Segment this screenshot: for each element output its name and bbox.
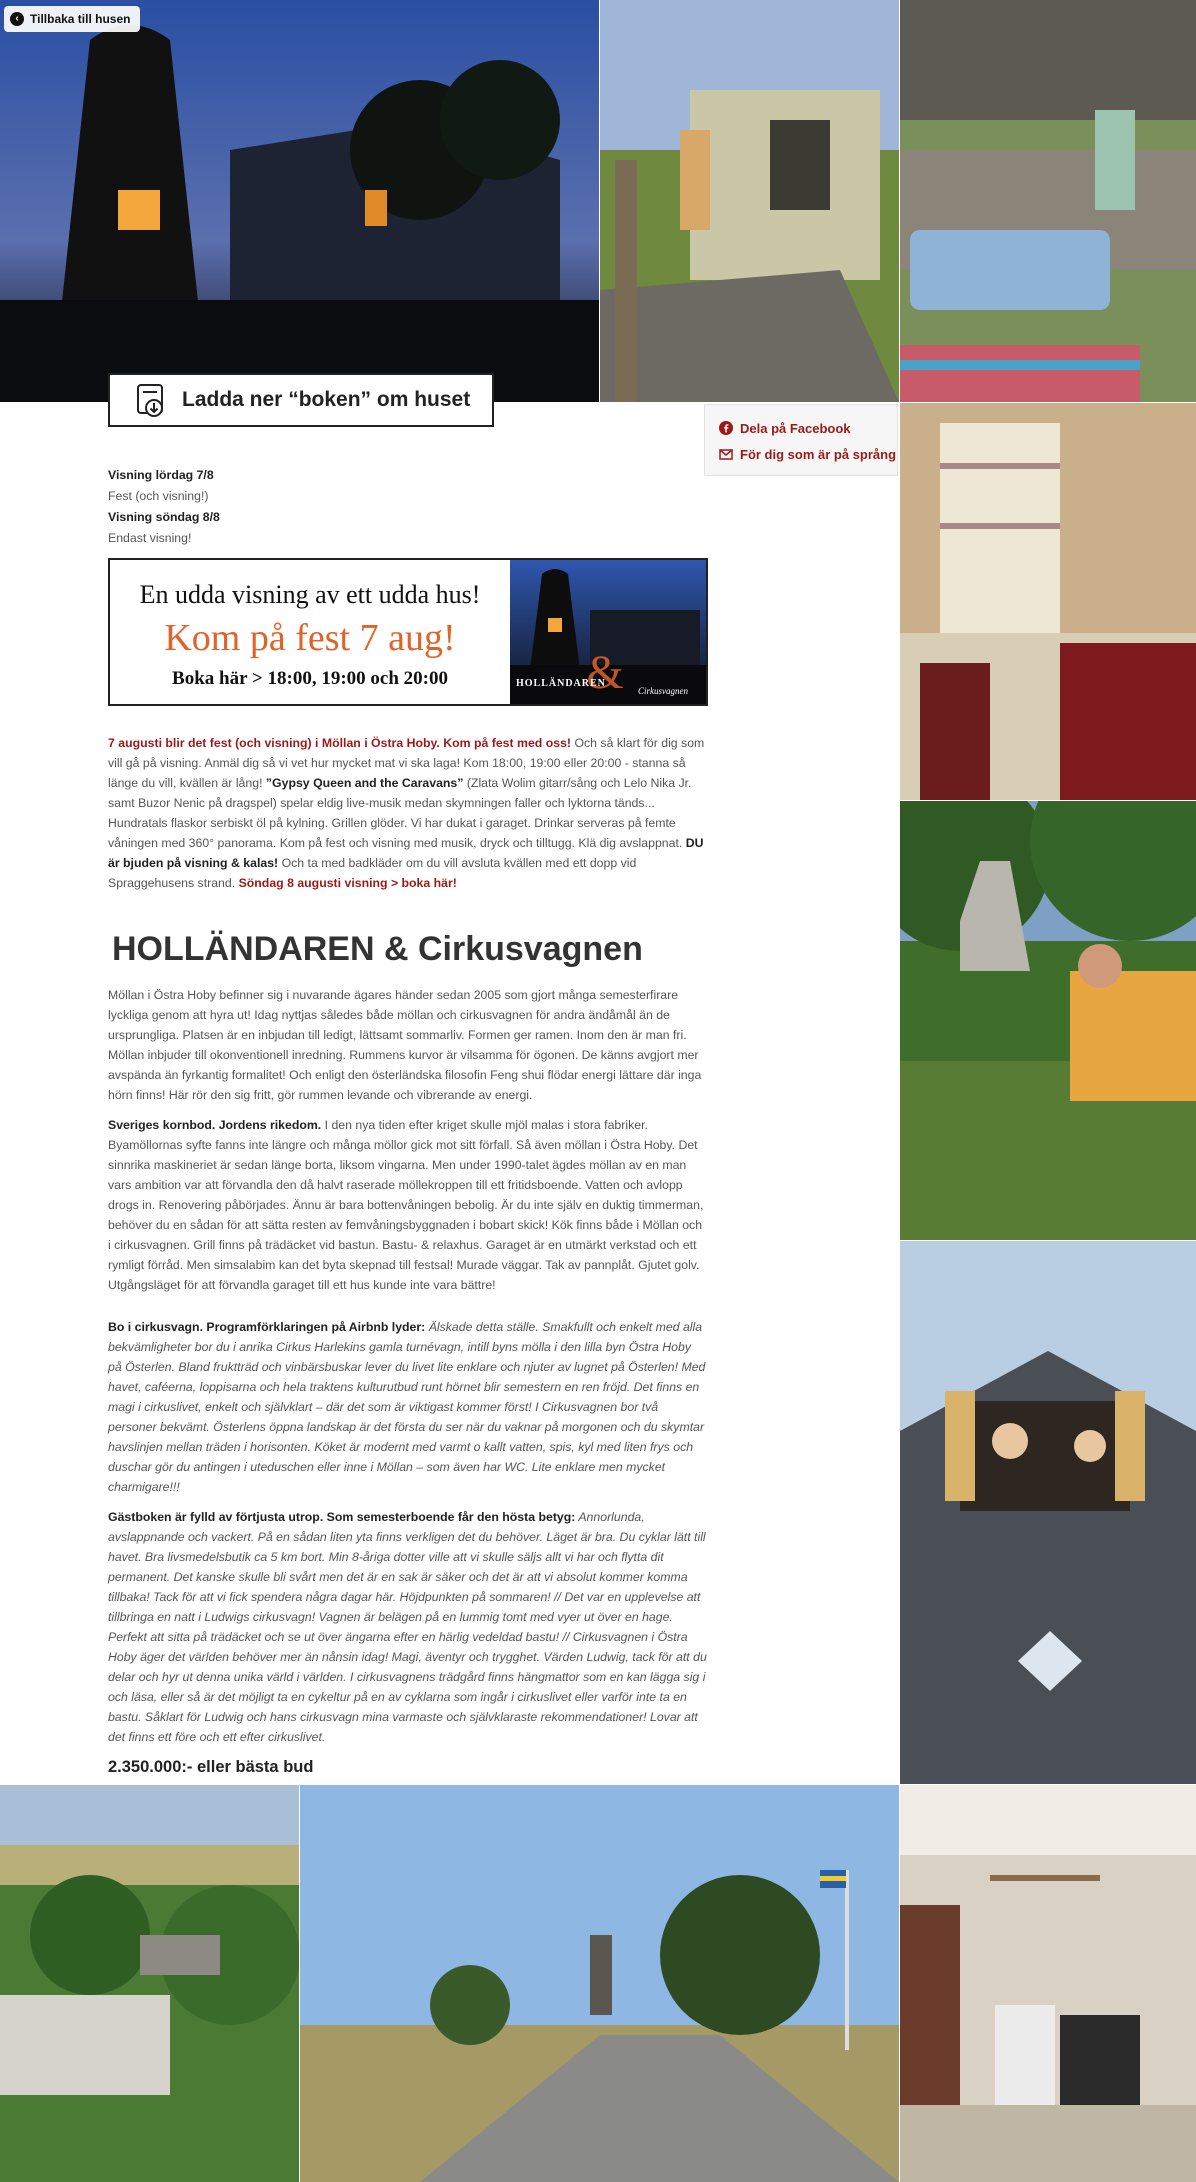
sunday-booking-link[interactable]: Söndag 8 augusti visning > boka här! <box>238 876 457 890</box>
mail-tip-icon <box>719 447 733 461</box>
banner-logo-text: HOLLÄNDAREN <box>516 678 606 689</box>
back-button-label: Tillbaka till husen <box>30 12 131 26</box>
description-paragraph-1: Möllan i Östra Hoby befinner sig i nuvarande ägares händer sedan 2005 som gjort många semesterfirare lyckliga genom att hyra ut! Idag nyttjas således både möllan och cirkusvagnen för andra ändåmål än de ursprungliga. Platsen är en inbjudan till ledigt, lättsamt sommarliv. Formen ger ramen. Inom den är man fri. Möllan inbjuder till okonventionell inredning. Rummens kurvor är vilsamma för ögonen. De känns avgjort mer avspända än fyrkantig formalitet! Och enligt den österländska filosofin Feng shui flödar energi lättare där inga hörn finns! Här rör den sig fritt, gör rummen levande och vibrerande av energi. <box>108 988 702 1102</box>
download-book-label: Ladda ner “boken” om huset <box>182 388 471 411</box>
intro-band-name: ”Gypsy Queen and the Caravans” <box>265 776 464 790</box>
intro-text-2: (Zlata Wolim gitarr/sång och Lelo Nika Jr. samt Buzor Nenic på dragspel) spelar eldig live-musik medan skymningen faller och lyktorna tänds... Hundratals flaskor serbiskt öl på kylning. Grillen glöder. Vi har dukat i garaget. Drinkar serveras på femte våningen med 360° panorama. Kom på fest och visning med musik, dryck och tilltugg. Klä dig avslappnat. <box>108 776 692 850</box>
banner-logo-sub: Cirkusvagnen <box>638 686 688 696</box>
description-paragraph-2 <box>108 1115 708 1295</box>
banner-party-title: Kom på fest 7 aug! <box>164 617 456 659</box>
intro-lead: 7 augusti blir det fest (och visning) i Möllan i Östra Hoby. Kom på fest med oss! <box>108 736 572 750</box>
share-tip-link[interactable] <box>719 441 897 467</box>
back-to-houses-button[interactable] <box>4 6 140 32</box>
viewing-schedule <box>108 465 708 549</box>
viewing-note-2: Endast visning! <box>108 531 192 545</box>
main-description <box>108 985 708 1777</box>
arrow-left-icon: ‹ <box>10 12 24 26</box>
download-book-button[interactable] <box>108 373 494 427</box>
intro-text-3: Och ta med badkläder om du vill avsluta kvällen med ett dopp vid Spraggehusens strand. <box>108 856 637 890</box>
share-tip-label: För dig som är på språng <box>740 446 897 462</box>
intro-paragraph <box>108 733 708 893</box>
page-title: HOLLÄNDAREN & Cirkusvagnen <box>112 930 643 968</box>
paragraph-4-text: Annorlunda, avslappnande och vackert. På en sådan liten yta finns verkligen det du behöver. Läget är bra. Du cyklar lätt till havet. Bra livsmedelsbutik ca 5 km bort. Min 8-åriga dotter ville att vi skulle säljs allt vi har och flytta dit permanent. Det kanske skulle bli svårt men det är en sak är säker och det är att vi absolut kommer komma tillbaka! Tack för att vi fick spendera några dagar här. Höjdpunkten på sommaren! // Det var en upplevelse att tillbringa en natt i Ludwigs cirkusvagn! Vagnen är belägen på en lummig tomt med vyer ut över en hage. Perfekt att sitta på trädäcket och se ut över ängarna efter en härlig vedeldad bastu! // Cirkusvagnen i Östra Hoby äger det världen behöver mer än nånsin idag! Magi, äventyr och trygghet. Värden Ludwig, tack för att du delar och hyr ut denna unika värld i världen. I cirkusvagnens trädgård finns hängmattor som en kan lägga sig i och läsa, eller så är det möjligt ta en cykeltur på en av cyklarna som ingår i cirkuslivet eller varför inte ta en bastu. Såklart för Ludwig och hans cirkusvagn mina varmaste och självklaraste rekommendationer! Lovar att det finns ett före och ett efter cirkuslivet. <box>108 1510 707 1744</box>
paragraph-3-lead: Bo i cirkusvagn. Programförklaringen på Airbnb lyder: <box>108 1320 426 1334</box>
paragraph-2-lead: Sveriges kornbod. Jordens rikedom. <box>108 1118 322 1132</box>
photo-wagon-interior <box>900 1785 1196 2182</box>
photo-aerial-view <box>0 1785 299 2182</box>
paragraph-3-text: Älskade detta ställe. Smakfullt och enkelt med alla bekvämligheter bor du i anrika Cirkus Harlekins gamla turnévagn, intill byns mölla i den lilla byn Östra Hoby på Österlen. Bland fruktträd och vinbärsbuskar lever du livet lite enklare och njuter av lugnet på Österlen! Med havet, caféerna, loppisarna och hela traktens kulturutbud runt hörnet blir semestern en ren fröjd. Det finns en magi i cirkuslivet, enkelt och självklart – där det som är viktigast kommer först! I Cirkusvagnen bor två personer bekvämt. Österlens öppna landskap är det första du ser när du vaknar på morgonen och du skymtar havslinjen mellan träden i horisonten. Köket är modernt med varmt o kallt vatten, spis, kyl med liten frys och duschar gör du antingen i uteduschen eller inne i Möllan – som även har WC. Lite enklare men mycket charmigare!!! <box>108 1320 706 1494</box>
intro-invited: DU är bjuden på visning & kalas! <box>108 836 704 870</box>
banner-booking-times: Boka här > 18:00, 19:00 och 20:00 <box>172 668 448 689</box>
banner-logo-image <box>510 560 706 704</box>
description-paragraph-3 <box>108 1317 708 1497</box>
paragraph-4-lead: Gästboken är fylld av förtjusta utrop. Som semesterboende får den hösta betyg: <box>108 1510 576 1524</box>
share-facebook-label: Dela på Facebook <box>740 420 851 436</box>
viewing-note-1: Fest (och visning!) <box>108 489 209 503</box>
banner-headline: En udda visning av ett udda hus! <box>139 580 481 609</box>
share-facebook-link[interactable] <box>719 415 897 441</box>
paragraph-2-text: I den nya tiden efter kriget skulle mjöl malas i stora fabriker. Byamöllornas syfte fanns inte längre och många möllor gick mot sitt förfall. Så även möllan i Östra Hoby. Det sinnrika maskineriet är sedan länge borta, liksom vingarna. Men under 1990-talet ägdes möllan av en man vars ambition var att förvandla den då halvt raserade möllekroppen till ett fritidsboende. Vatten och avlopp drogs in. Renovering påbörjades. Ännu är bara bottenvåningen bebolig. Är du inte själv en duktig timmerman, behöver du en sådan för att sätta resten av femvåningsbyggnaden i bobart skick! Kök finns både i Möllan och i cirkusvagnen. Grill finns på trädäcket vid bastun. Bastu- & relaxhus. Garaget är en utmärkt verkstad och ett rymligt förråd. Men simsalabim kan det byta skepnad till festsal! Murade väggar. Tak av pannplåt. Gjutet golv. Utgångsläget för att förvandla garaget till ett hus kunde inte vara bättre! <box>108 1118 704 1292</box>
intro-text-1: Och så klart för dig som vill gå på visning. Anmäl dig så vi vet hur mycket mat vi ska laga! Kom 18:00, 19:00 eller 20:00 - stanna så länge du vill, kvällen är lång! <box>108 736 705 790</box>
party-banner[interactable] <box>108 558 708 706</box>
price: 2.350.000:- eller bästa bud <box>108 1758 314 1776</box>
viewing-title-2: Visning söndag 8/8 <box>108 510 220 524</box>
photo-garden-reader <box>900 801 1196 1240</box>
download-document-icon <box>134 382 168 418</box>
photo-kitchen <box>900 403 1196 800</box>
svg-text:&: & <box>586 646 624 699</box>
photo-windmill-night <box>0 0 599 402</box>
viewing-title-1: Visning lördag 7/8 <box>108 468 214 482</box>
photo-deck-lounge <box>900 0 1196 402</box>
description-paragraph-4 <box>108 1507 708 1747</box>
photo-country-road <box>300 1785 899 2182</box>
photo-tower-windows <box>900 1241 1196 1784</box>
facebook-icon <box>719 421 733 435</box>
share-panel <box>704 404 898 476</box>
photo-circus-wagon <box>600 0 899 402</box>
